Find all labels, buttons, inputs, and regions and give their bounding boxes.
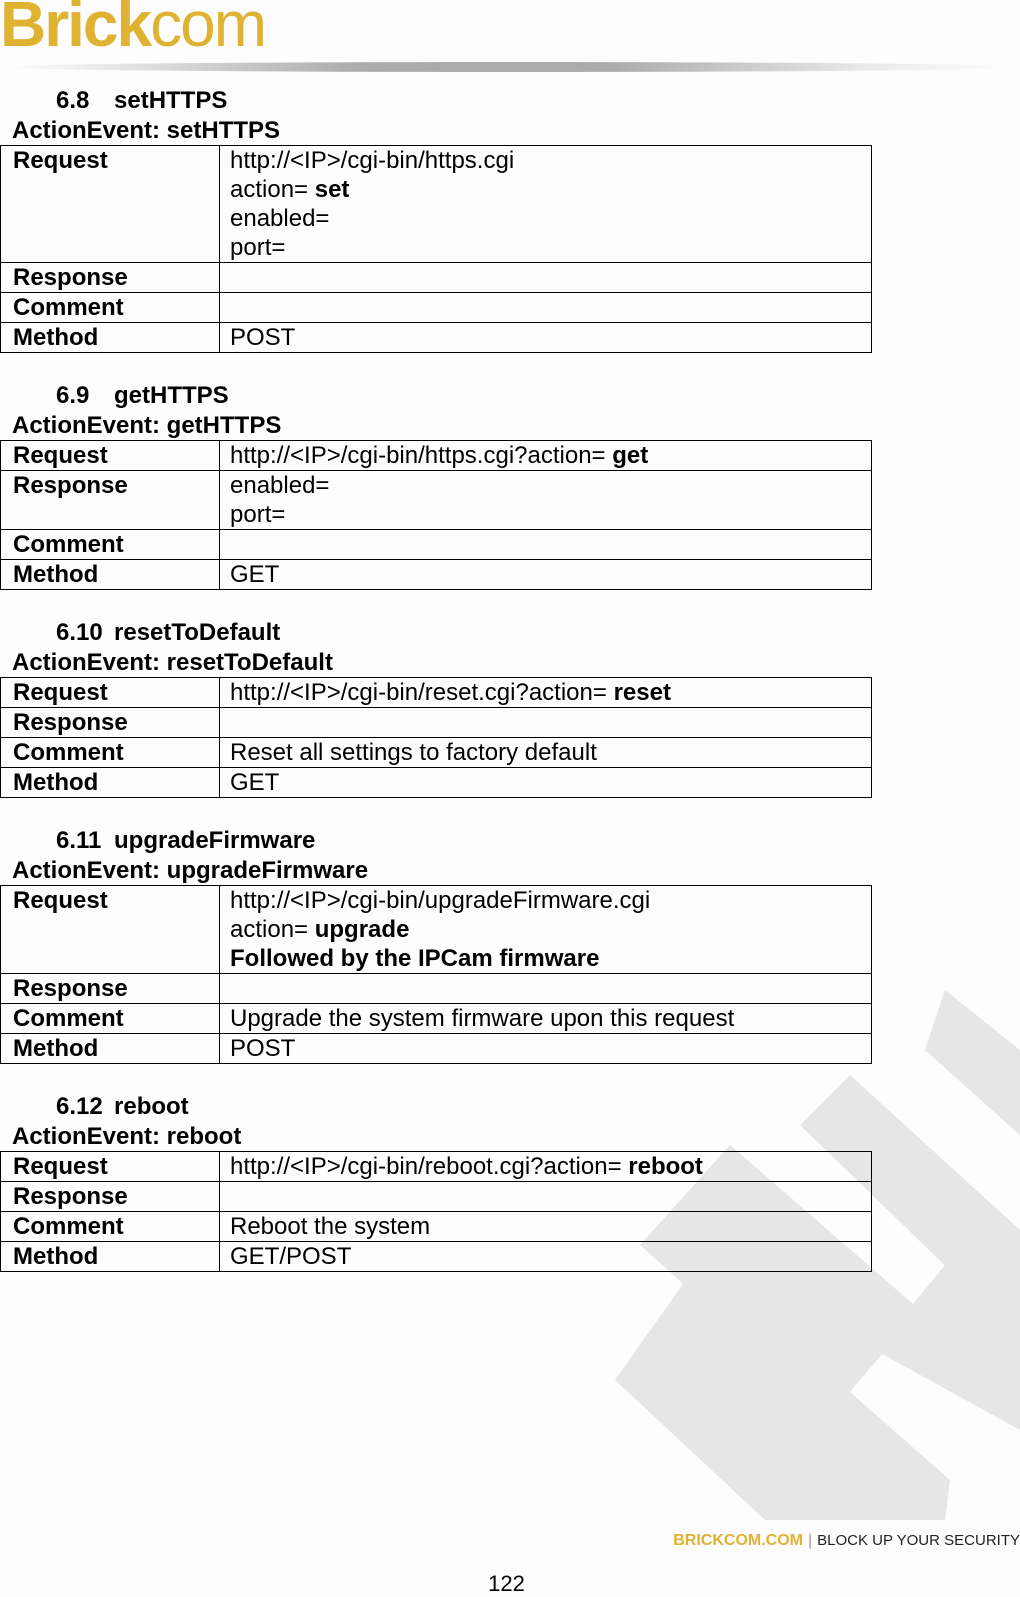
- table-row: [1, 708, 872, 738]
- value-line: port=: [230, 501, 286, 528]
- section-number: 6.8: [56, 87, 90, 114]
- row-key-method: Method: [1, 560, 220, 590]
- row-key-comment: Comment: [1, 738, 220, 768]
- table-row: [1, 146, 872, 263]
- row-key-request: Request: [1, 441, 220, 471]
- row-value: [220, 1004, 872, 1034]
- value-line: [230, 1182, 861, 1211]
- row-value: [220, 146, 872, 263]
- value-line: http://<IP>/cgi-bin/https.cgi?action= get: [230, 442, 649, 469]
- value-line: [230, 708, 861, 737]
- section-number: 6.10: [56, 619, 103, 646]
- table-row: [1, 678, 872, 708]
- row-key-response: Response: [1, 974, 220, 1004]
- table-row: [1, 886, 872, 974]
- row-value: [220, 263, 872, 293]
- table-row: [1, 471, 872, 530]
- table-row: [1, 1242, 872, 1272]
- api-section: [0, 826, 872, 1064]
- value-line: Reboot the system: [230, 1213, 431, 1240]
- value-line: [230, 974, 861, 1003]
- footer-site-link: BRICKCOM.COM: [673, 1532, 803, 1549]
- table-row: [1, 974, 872, 1004]
- value-line: action= upgrade: [230, 916, 410, 943]
- row-key-comment: Comment: [1, 1004, 220, 1034]
- section-title: reboot: [114, 1093, 189, 1120]
- document-body: [0, 86, 872, 1300]
- row-key-comment: Comment: [1, 293, 220, 323]
- row-value: [220, 1152, 872, 1182]
- value-line: [230, 293, 861, 322]
- section-number: 6.9: [56, 382, 90, 409]
- row-key-response: Response: [1, 708, 220, 738]
- row-value: [220, 441, 872, 471]
- row-key-request: Request: [1, 1152, 220, 1182]
- value-line: GET: [230, 769, 280, 796]
- action-event-label: ActionEvent: resetToDefault: [12, 649, 333, 676]
- api-section: [0, 381, 872, 590]
- value-line: Followed by the IPCam firmware: [230, 945, 600, 972]
- api-spec-table: [0, 145, 872, 353]
- table-row: [1, 560, 872, 590]
- section-heading: [56, 618, 872, 648]
- value-line: http://<IP>/cgi-bin/https.cgi: [230, 147, 515, 174]
- value-line: enabled=: [230, 472, 330, 499]
- table-row: [1, 323, 872, 353]
- section-title: upgradeFirmware: [114, 827, 316, 854]
- value-line: http://<IP>/cgi-bin/reset.cgi?action= reset: [230, 679, 671, 706]
- row-key-response: Response: [1, 1182, 220, 1212]
- api-section: [0, 86, 872, 353]
- table-row: [1, 1152, 872, 1182]
- section-number: 6.12: [56, 1093, 103, 1120]
- brickcom-logo: Brickcom: [0, 0, 265, 60]
- table-row: [1, 263, 872, 293]
- row-key-comment: Comment: [1, 1212, 220, 1242]
- table-row: [1, 1182, 872, 1212]
- row-value: [220, 1212, 872, 1242]
- table-row: [1, 441, 872, 471]
- section-number: 6.11: [56, 827, 102, 854]
- value-line: [230, 263, 861, 292]
- value-line: http://<IP>/cgi-bin/upgradeFirmware.cgi: [230, 887, 651, 914]
- footer-tagline: BLOCK UP YOUR SECURITY: [817, 1532, 1020, 1549]
- api-spec-table: [0, 885, 872, 1064]
- row-key-response: Response: [1, 471, 220, 530]
- row-key-method: Method: [1, 1034, 220, 1064]
- row-value: [220, 471, 872, 530]
- row-value: [220, 1182, 872, 1212]
- row-value: [220, 530, 872, 560]
- action-event-label: ActionEvent: getHTTPS: [12, 412, 282, 439]
- value-line: enabled=: [230, 205, 330, 232]
- row-value: [220, 886, 872, 974]
- row-key-response: Response: [1, 263, 220, 293]
- value-line: GET/POST: [230, 1243, 352, 1270]
- row-key-method: Method: [1, 1242, 220, 1272]
- row-value: [220, 1034, 872, 1064]
- row-key-request: Request: [1, 678, 220, 708]
- row-value: [220, 768, 872, 798]
- value-line: action= set: [230, 176, 350, 203]
- table-row: [1, 1004, 872, 1034]
- value-line: GET: [230, 561, 280, 588]
- api-spec-table: [0, 1151, 872, 1272]
- table-row: [1, 768, 872, 798]
- table-row: [1, 293, 872, 323]
- section-heading: [56, 86, 872, 116]
- row-key-method: Method: [1, 768, 220, 798]
- api-section: [0, 618, 872, 798]
- table-row: [1, 1034, 872, 1064]
- page-number: 122: [488, 1571, 525, 1596]
- footer-brand: BRICKCOM.COM | BLOCK UP YOUR SECURITY: [673, 1532, 1020, 1549]
- action-event-label: ActionEvent: upgradeFirmware: [12, 857, 369, 884]
- api-spec-table: [0, 440, 872, 590]
- value-line: port=: [230, 234, 286, 261]
- value-line: POST: [230, 324, 296, 351]
- value-line: POST: [230, 1035, 296, 1062]
- section-title: resetToDefault: [114, 619, 281, 646]
- api-spec-table: [0, 677, 872, 798]
- table-row: [1, 1212, 872, 1242]
- row-value: [220, 560, 872, 590]
- value-line: [230, 530, 861, 559]
- row-key-comment: Comment: [1, 530, 220, 560]
- row-value: [220, 708, 872, 738]
- section-heading: [56, 826, 872, 856]
- value-line: Upgrade the system firmware upon this request: [230, 1005, 735, 1032]
- row-key-request: Request: [1, 146, 220, 263]
- table-row: [1, 738, 872, 768]
- row-value: [220, 293, 872, 323]
- section-heading: [56, 381, 872, 411]
- row-key-method: Method: [1, 323, 220, 353]
- row-value: [220, 678, 872, 708]
- table-row: [1, 530, 872, 560]
- section-title: setHTTPS: [114, 87, 228, 114]
- value-line: http://<IP>/cgi-bin/reboot.cgi?action= reboot: [230, 1153, 703, 1180]
- api-section: [0, 1092, 872, 1272]
- row-value: [220, 738, 872, 768]
- row-key-request: Request: [1, 886, 220, 974]
- value-line: Reset all settings to factory default: [230, 739, 597, 766]
- header-divider: [0, 62, 1020, 72]
- row-value: [220, 1242, 872, 1272]
- row-value: [220, 974, 872, 1004]
- row-value: [220, 323, 872, 353]
- action-event-label: ActionEvent: reboot: [12, 1123, 242, 1150]
- action-event-label: ActionEvent: setHTTPS: [12, 117, 281, 144]
- section-title: getHTTPS: [114, 382, 229, 409]
- section-heading: [56, 1092, 872, 1122]
